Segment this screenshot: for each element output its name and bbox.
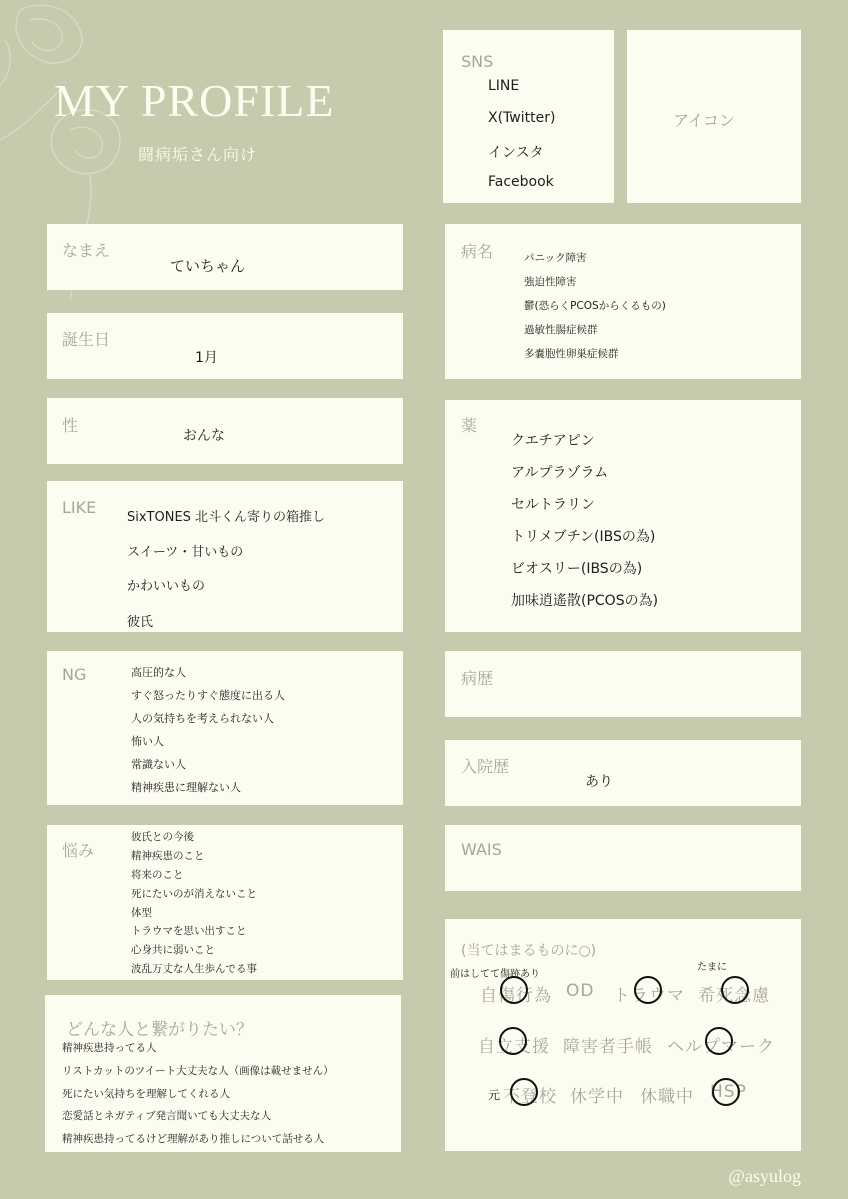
- circle-mark-help-mark: [705, 1027, 733, 1055]
- connect-item: 精神疾患持ってるけど理解があり推しについて話せる人: [62, 1133, 325, 1145]
- medicine-item: クエチアピン: [511, 433, 595, 449]
- ng-item: 怖い人: [131, 735, 164, 748]
- note-former: 元: [488, 1088, 501, 1102]
- sns-item-x: X(Twitter): [488, 110, 556, 126]
- ng-item: 人の気持ちを考えられない人: [131, 712, 274, 725]
- like-item: かわいいもの: [127, 579, 206, 594]
- circle-mark-suicidal: [721, 976, 749, 1004]
- footer-handle: @asyulog: [728, 1166, 801, 1186]
- ng-item: 高圧的な人: [131, 666, 186, 679]
- check-item-help-mark: ヘルプマーク: [667, 1037, 775, 1057]
- hospital-label: 入院歴: [461, 757, 510, 776]
- connect-label: どんな人と繋がりたい？: [66, 1020, 253, 1040]
- diagnosis-label: 病名: [461, 242, 494, 261]
- like-item: 彼氏: [127, 615, 154, 630]
- sns-item-instagram: インスタ: [488, 145, 544, 161]
- check-item-suicidal: 希死念慮: [698, 986, 770, 1006]
- circle-mark-hsp: [712, 1078, 740, 1106]
- check-item-selfharm: 自傷行為: [480, 986, 552, 1006]
- medicine-item: トリメブチン(IBSの為): [511, 529, 656, 545]
- name-label: なまえ: [62, 241, 111, 260]
- worries-item: 精神疾患のこと: [131, 850, 205, 862]
- diagnosis-item: 強迫性障害: [524, 276, 577, 288]
- connect-item: 精神疾患持ってる人: [62, 1042, 157, 1054]
- icon-label: アイコン: [673, 111, 735, 130]
- ng-label: NG: [62, 665, 87, 684]
- sns-item-line: LINE: [488, 78, 520, 94]
- medicine-item: セルトラリン: [511, 497, 595, 513]
- circle-mark-selfharm: [500, 976, 528, 1004]
- page-title: MY PROFILE: [54, 75, 335, 126]
- check-item-independence-support: 自立支援: [478, 1037, 550, 1057]
- worries-item: 心身共に弱いこと: [131, 944, 215, 956]
- check-item-trauma: トラウマ: [613, 986, 685, 1006]
- check-item-od: OD: [566, 981, 595, 1001]
- worries-item: 彼氏との今後: [131, 831, 194, 843]
- like-item: スイーツ・甘いもの: [127, 545, 244, 560]
- circle-mark-truancy: [510, 1078, 538, 1106]
- check-item-leave-school: 休学中: [570, 1087, 624, 1107]
- medicine-item: 加味逍遙散(PCOSの為): [511, 593, 659, 609]
- like-item: SixTONES 北斗くん寄りの箱推し: [127, 510, 326, 525]
- diagnosis-item: 過敏性腸症候群: [524, 324, 598, 336]
- note-sometimes: たまに: [697, 962, 727, 973]
- birthday-value: 1月: [195, 350, 218, 366]
- medicine-item: ビオスリー(IBSの為): [511, 561, 643, 577]
- page-subtitle: 闘病垢さん向け: [138, 145, 258, 164]
- connect-item: リストカットのツイート大丈夫な人（画像は載せません）: [62, 1065, 334, 1077]
- name-value: ていちゃん: [170, 257, 246, 275]
- sns-item-facebook: Facebook: [488, 174, 554, 190]
- connect-item: 恋愛話とネガティブ発言聞いても大丈夫な人: [62, 1110, 272, 1122]
- like-label: LIKE: [62, 498, 97, 517]
- wais-label: WAIS: [461, 840, 502, 859]
- worries-item: 将来のこと: [131, 869, 184, 881]
- connect-item: 死にたい気持ちを理解してくれる人: [62, 1088, 230, 1100]
- ng-item: すぐ怒ったりすぐ態度に出る人: [131, 689, 285, 702]
- check-item-hsp: HSP: [710, 1082, 747, 1102]
- worries-card: [47, 825, 403, 980]
- worries-item: トラウマを思い出すこと: [131, 925, 247, 937]
- diagnosis-item: 多嚢胞性卵巣症候群: [524, 348, 619, 360]
- circle-mark-trauma: [634, 976, 662, 1004]
- history-label: 病歴: [461, 669, 494, 688]
- medicine-item: アルプラゾラム: [511, 465, 609, 481]
- note-selfharm: 前はしてて傷跡あり: [450, 969, 540, 980]
- worries-label: 悩み: [62, 841, 95, 860]
- sns-label: SNS: [461, 52, 494, 71]
- checklist-label: (当てはまるものに○): [461, 943, 597, 959]
- check-item-truancy: 不登校: [503, 1087, 557, 1107]
- ng-item: 精神疾患に理解ない人: [131, 781, 241, 794]
- worries-item: 死にたいのが消えないこと: [131, 888, 257, 900]
- worries-item: 体型: [131, 907, 152, 919]
- history-card: [445, 651, 801, 717]
- diagnosis-item: パニック障害: [524, 252, 587, 264]
- sex-label: 性: [62, 416, 79, 435]
- medicine-label: 薬: [461, 416, 478, 435]
- sex-card: [47, 398, 403, 464]
- sex-value: おんな: [183, 428, 225, 444]
- diagnosis-item: 鬱(恐らくPCOSからくるもの): [524, 300, 666, 312]
- ng-item: 常識ない人: [131, 758, 186, 771]
- circle-mark-independence-support: [499, 1027, 527, 1055]
- check-item-leave-work: 休職中: [640, 1087, 694, 1107]
- check-item-disability-book: 障害者手帳: [563, 1037, 653, 1057]
- hospital-value: あり: [585, 774, 613, 790]
- worries-item: 波乱万丈な人生歩んでる事: [131, 963, 257, 975]
- birthday-label: 誕生日: [62, 330, 111, 349]
